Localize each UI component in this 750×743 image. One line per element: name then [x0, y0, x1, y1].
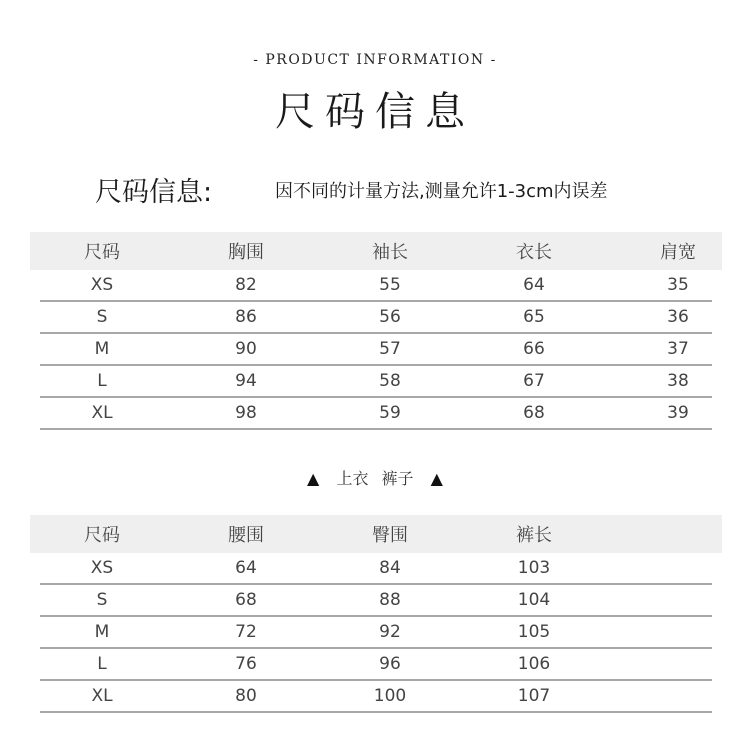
- table-cell: 98: [235, 403, 257, 423]
- table-cell: 84: [379, 558, 401, 578]
- table-cell: 64: [523, 275, 545, 295]
- table-cell: 56: [379, 307, 401, 327]
- column-header: 裤长: [516, 525, 552, 546]
- table-row: [40, 398, 712, 430]
- table-cell: 80: [235, 686, 257, 706]
- table-cell: 67: [523, 371, 545, 391]
- table-cell: 66: [523, 339, 545, 359]
- divider-label-top: 上衣: [336, 469, 369, 488]
- table-cell: M: [94, 339, 110, 359]
- table-cell: 58: [379, 371, 401, 391]
- table-cell: XL: [91, 403, 113, 423]
- table-cell: 64: [235, 558, 257, 578]
- triangle-up-icon: ▲: [430, 469, 443, 488]
- table-cell: 39: [667, 403, 689, 423]
- measurement-note: 因不同的计量方法,测量允许1-3cm内误差: [275, 181, 608, 202]
- table-cell: 68: [523, 403, 545, 423]
- column-header: 臀围: [372, 525, 408, 546]
- table-cell: 88: [379, 590, 401, 610]
- table-cell: 35: [667, 275, 689, 295]
- table-row: [40, 334, 712, 366]
- column-header: 胸围: [228, 242, 264, 263]
- table-header: [30, 515, 722, 553]
- table-cell: 38: [667, 371, 689, 391]
- column-header: 衣长: [516, 242, 552, 263]
- table-cell: XS: [90, 558, 114, 578]
- table-cell: 55: [379, 275, 401, 295]
- table-row: [40, 302, 712, 334]
- table-cell: S: [96, 307, 108, 327]
- table-cell: 57: [379, 339, 401, 359]
- triangle-up-icon: ▲: [307, 469, 320, 488]
- column-header: 肩宽: [660, 242, 696, 263]
- table-cell: XS: [90, 275, 114, 295]
- table-cell: 37: [667, 339, 689, 359]
- table-header: [30, 232, 722, 270]
- table-cell: M: [94, 622, 110, 642]
- divider-label-pants: 裤子: [381, 469, 414, 488]
- top-size-table: [30, 232, 722, 430]
- table-cell: 68: [235, 590, 257, 610]
- column-header: 袖长: [372, 242, 408, 263]
- column-header: 尺码: [84, 242, 120, 263]
- table-row: [40, 553, 712, 585]
- table-cell: 59: [379, 403, 401, 423]
- table-cell: 36: [667, 307, 689, 327]
- table-cell: 92: [379, 622, 401, 642]
- bottom-size-table: [30, 515, 722, 713]
- table-cell: 90: [235, 339, 257, 359]
- column-header: 尺码: [84, 525, 120, 546]
- table-cell: 82: [235, 275, 257, 295]
- table-cell: L: [97, 654, 107, 674]
- table-cell: L: [97, 371, 107, 391]
- table-cell: 103: [517, 558, 551, 578]
- table-cell: 86: [235, 307, 257, 327]
- table-cell: 105: [517, 622, 551, 642]
- table-cell: 94: [235, 371, 257, 391]
- table-row: [40, 617, 712, 649]
- page-title: 尺码信息: [275, 89, 475, 135]
- table-cell: XL: [91, 686, 113, 706]
- size-info-label: 尺码信息:: [95, 177, 213, 208]
- table-cell: 104: [517, 590, 551, 610]
- column-header: 腰围: [228, 525, 264, 546]
- table-row: [40, 585, 712, 617]
- table-cell: 76: [235, 654, 257, 674]
- table-cell: 65: [523, 307, 545, 327]
- table-row: [40, 681, 712, 713]
- product-information-subtitle: - PRODUCT INFORMATION -: [253, 52, 497, 68]
- table-cell: S: [96, 590, 108, 610]
- table-row: [40, 270, 712, 302]
- table-cell: 72: [235, 622, 257, 642]
- table-cell: 96: [379, 654, 401, 674]
- table-cell: 107: [517, 686, 551, 706]
- table-cell: 100: [373, 686, 407, 706]
- section-divider: [0, 466, 750, 489]
- table-row: [40, 649, 712, 681]
- table-cell: 106: [517, 654, 551, 674]
- table-row: [40, 366, 712, 398]
